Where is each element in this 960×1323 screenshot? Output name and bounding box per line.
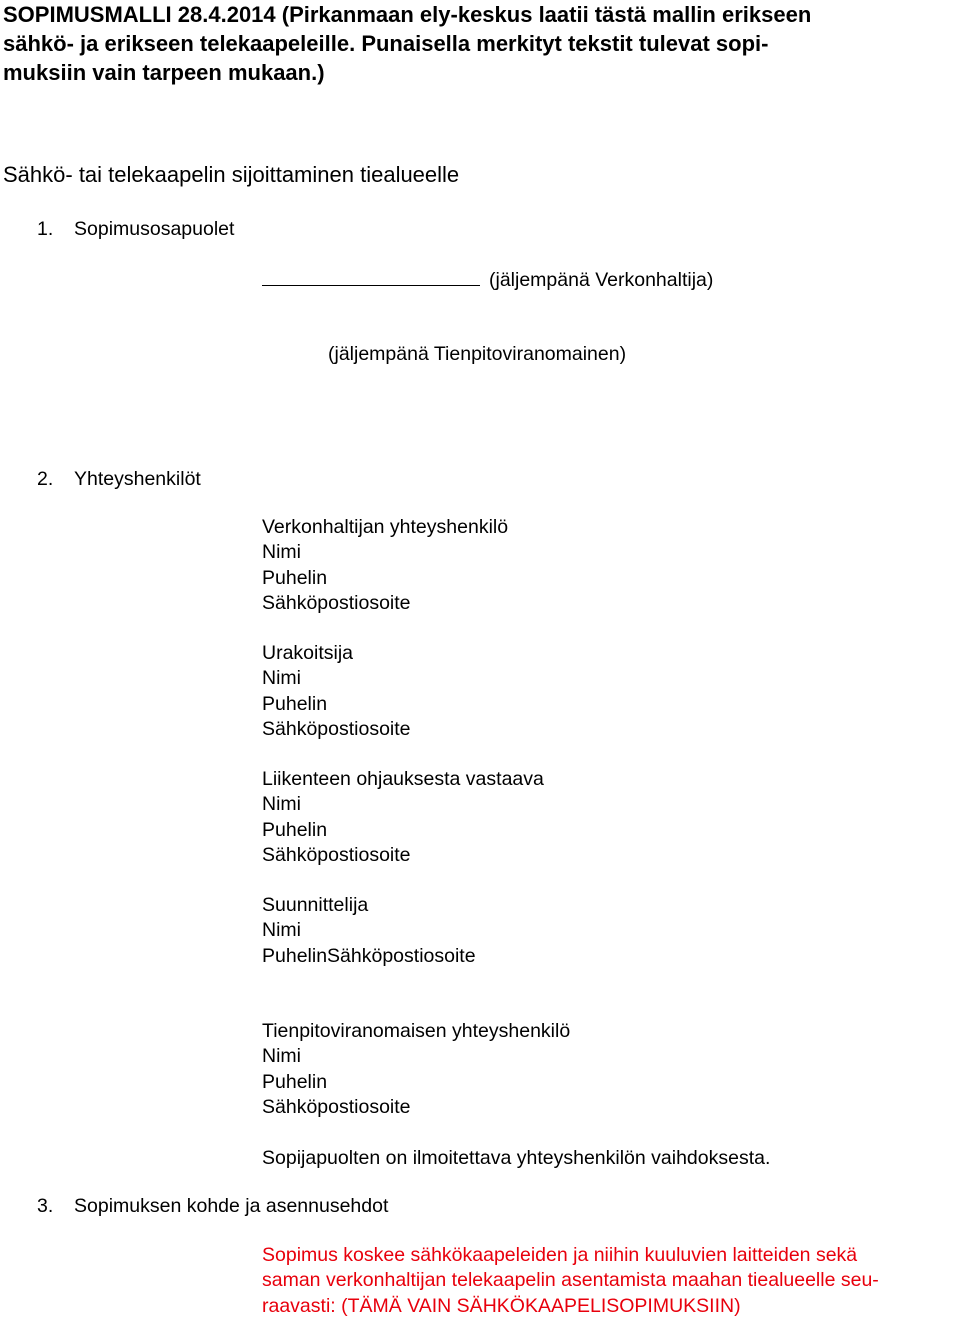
contact-field-name: Nimi bbox=[262, 919, 301, 942]
party-1-blank-field[interactable] bbox=[262, 266, 480, 286]
header-line-2: sähkö- ja erikseen telekaapeleille. Punaisella merkityt tekstit tulevat sopi- bbox=[3, 31, 769, 56]
party-1-line bbox=[262, 266, 713, 293]
contact-block-designer bbox=[262, 893, 476, 969]
contact-field-name: Nimi bbox=[262, 793, 301, 816]
red-clause-line-2: saman verkonhaltijan telekaapelin asentamista maahan tiealueelle seu- bbox=[262, 1269, 879, 1292]
contact-field-phone-email: PuhelinSähköpostiosoite bbox=[262, 944, 476, 967]
contact-field-email: Sähköpostiosoite bbox=[262, 843, 411, 866]
section-3-heading bbox=[37, 1193, 388, 1219]
section-2-title: Yhteyshenkilöt bbox=[74, 468, 201, 490]
section-1-heading bbox=[37, 216, 234, 242]
contact-field-phone: Puhelin bbox=[262, 1070, 328, 1093]
section-1-number: 1. bbox=[37, 218, 54, 240]
section-2-number: 2. bbox=[37, 468, 54, 490]
contact-block-traffic-control bbox=[262, 767, 544, 868]
red-clause-line-3: raavasti: (TÄMÄ VAIN SÄHKÖKAAPELISOPIMUKSIIN) bbox=[262, 1294, 741, 1317]
red-clause-line-1: Sopimus koskee sähkökaapeleiden ja niihin kuuluvien laitteiden sekä bbox=[262, 1244, 858, 1266]
contact-field-phone: Puhelin bbox=[262, 692, 328, 715]
section-1-title: Sopimusosapuolet bbox=[74, 218, 235, 240]
document-title: Sähkö- tai telekaapelin sijoittaminen tiealueelle bbox=[3, 162, 460, 187]
contact-field-email: Sähköpostiosoite bbox=[262, 1095, 411, 1118]
contact-block-contractor bbox=[262, 641, 411, 742]
section-2-heading bbox=[37, 466, 201, 492]
party-2-line: (jäljempänä Tienpitoviranomainen) bbox=[328, 343, 627, 365]
contact-field-name: Nimi bbox=[262, 541, 301, 564]
party-1-suffix: (jäljempänä Verkonhaltija) bbox=[489, 269, 714, 291]
contact-field-email: Sähköpostiosoite bbox=[262, 717, 411, 740]
contact-field-name: Nimi bbox=[262, 667, 301, 690]
section-3-number: 3. bbox=[37, 1195, 54, 1217]
section-3-title: Sopimuksen kohde ja asennusehdot bbox=[74, 1195, 389, 1217]
contact-role: Liikenteen ohjauksesta vastaava bbox=[262, 768, 544, 790]
contact-block-road-authority bbox=[262, 1019, 570, 1120]
contact-field-phone: Puhelin bbox=[262, 818, 328, 841]
contact-block-network-owner bbox=[262, 515, 508, 616]
contact-change-notice: Sopijapuolten on ilmoitettava yhteyshenkilön vaihdoksesta. bbox=[262, 1147, 771, 1169]
contact-role: Verkonhaltijan yhteyshenkilö bbox=[262, 516, 509, 538]
contact-role: Tienpitoviranomaisen yhteyshenkilö bbox=[262, 1020, 571, 1042]
header-line-3: muksiin vain tarpeen mukaan.) bbox=[3, 60, 325, 85]
optional-red-clause bbox=[262, 1243, 952, 1319]
contact-field-email: Sähköpostiosoite bbox=[262, 591, 411, 614]
contact-field-name: Nimi bbox=[262, 1045, 301, 1068]
contact-role: Suunnittelija bbox=[262, 894, 369, 916]
document-header-note bbox=[3, 0, 953, 87]
contact-role: Urakoitsija bbox=[262, 642, 354, 664]
contact-field-phone: Puhelin bbox=[262, 566, 328, 589]
header-line-1: SOPIMUSMALLI 28.4.2014 (Pirkanmaan ely-keskus laatii tästä mallin erikseen bbox=[3, 2, 812, 27]
